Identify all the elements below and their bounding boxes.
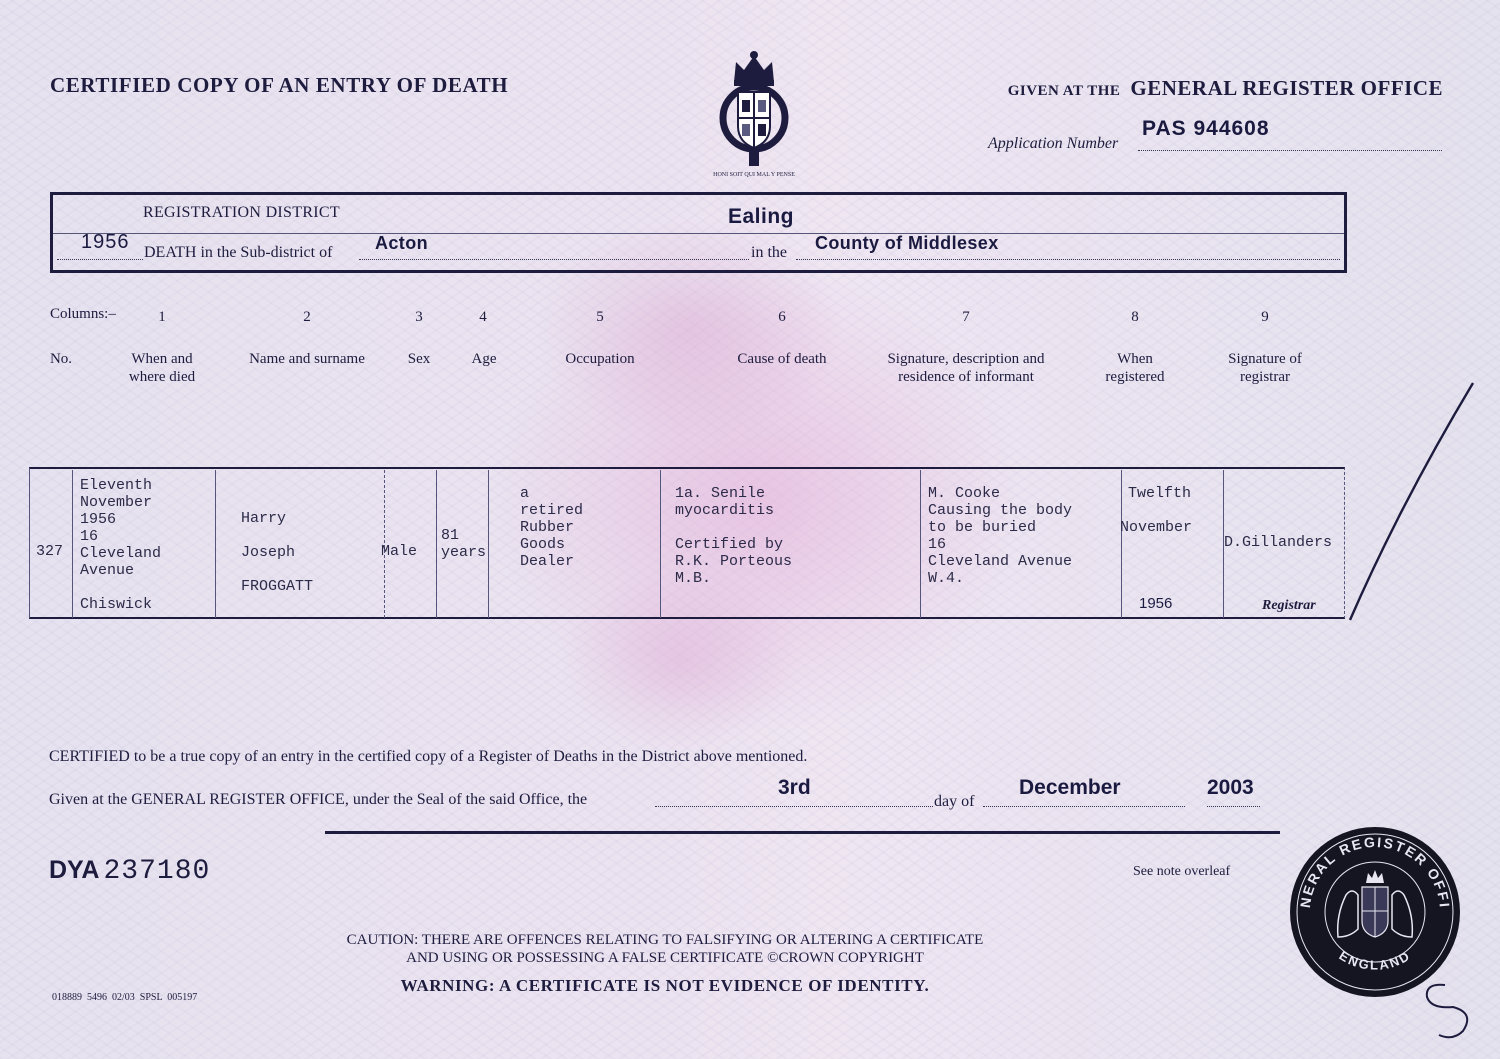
entry-informant: M. Cooke Causing the body to be buried 16 Cleveland Avenue W.4.: [928, 485, 1073, 587]
office-name: GENERAL REGISTER OFFICE: [1130, 76, 1443, 100]
caution-line-2: AND USING OR POSSESSING A FALSE CERTIFICATE ©CROWN COPYRIGHT: [406, 950, 924, 966]
registrar-label: Registrar: [1262, 598, 1316, 613]
certificate-title: CERTIFIED COPY OF AN ENTRY OF DEATH: [50, 73, 509, 97]
entry-registered-day: Twelfth: [1128, 485, 1192, 502]
given-at-prefix: GIVEN AT THE: [1007, 83, 1121, 99]
serial-number: [49, 856, 210, 887]
subdistrict-value: Acton: [375, 233, 428, 253]
royal-crest-icon: [712, 48, 796, 170]
column-head-registrar: Signature of registrar: [1228, 351, 1302, 385]
registrar-signature: D.Gillanders: [1224, 534, 1333, 551]
crest-motto-right: QUI MAL Y PENSE: [744, 172, 795, 178]
crest-motto-left: HONI SOIT: [713, 172, 743, 178]
column-number-3: 3: [415, 309, 423, 325]
in-the-label: in the: [751, 244, 787, 261]
certification-day: 3rd: [778, 776, 811, 799]
identity-warning: WARNING: A CERTIFICATE IS NOT EVIDENCE OF IDENTITY.: [400, 976, 930, 995]
serial-prefix: DYA: [49, 856, 100, 884]
registration-district-box: [50, 192, 1347, 273]
see-note-overleaf: See note overleaf: [1133, 864, 1231, 879]
pen-squiggle: [1405, 965, 1485, 1045]
print-code: 018889 5496 02/03 SPSL 005197: [52, 992, 198, 1003]
column-number-4: 4: [479, 309, 487, 325]
death-year: 1956: [81, 231, 130, 253]
entry-when-where: Eleventh November 1956 16 Cleveland Avenue Chiswick: [80, 477, 162, 613]
column-number-7: 7: [962, 309, 970, 325]
application-number: PAS 944608: [1142, 117, 1270, 140]
certification-year: 2003: [1207, 776, 1254, 799]
entry-age: 81 years: [441, 527, 487, 561]
column-head-name: Name and surname: [249, 351, 365, 367]
column-head-no: No.: [49, 351, 73, 367]
application-number-label: Application Number: [988, 135, 1119, 152]
crest-motto: [712, 172, 796, 178]
column-head-cause: Cause of death: [737, 351, 827, 367]
column-head-when-where: When and where died: [128, 351, 196, 385]
county-value: County of Middlesex: [815, 233, 999, 253]
entry-occupation: a retired Rubber Goods Dealer: [520, 485, 584, 570]
columns-label: Columns:–: [50, 306, 116, 322]
given-at-header: [1008, 76, 1443, 101]
column-head-when-registered: When registered: [1105, 351, 1165, 385]
column-head-occupation: Occupation: [565, 351, 635, 367]
registration-district-value: Ealing: [728, 205, 795, 228]
seal-bottom-text: ENGLAND: [1336, 947, 1414, 973]
column-number-1: 1: [158, 309, 166, 325]
column-number-2: 2: [303, 309, 311, 325]
entry-name: Harry Joseph FROGGATT: [241, 510, 314, 595]
entry-sex: Male: [381, 543, 418, 560]
entry-registered-year: 1956: [1139, 595, 1173, 612]
divider-rule: [325, 831, 1280, 834]
subdistrict-label: DEATH in the Sub-district of: [144, 244, 333, 261]
entry-registered-month: November: [1120, 519, 1193, 536]
certification-statement: CERTIFIED to be a true copy of an entry in the certified copy of a Register of Deaths in the District above mentioned.: [49, 748, 808, 765]
cancel-stroke: [1340, 375, 1480, 625]
entry-cause: 1a. Senile myocarditis Certified by R.K. Porteous M.B.: [675, 485, 793, 587]
registration-district-label: REGISTRATION DISTRICT: [143, 204, 340, 221]
column-number-6: 6: [778, 309, 786, 325]
column-number-5: 5: [596, 309, 604, 325]
serial-digits: 237180: [103, 856, 211, 887]
given-at-text: Given at the GENERAL REGISTER OFFICE, under the Seal of the said Office, the: [49, 791, 588, 808]
column-number-8: 8: [1131, 309, 1139, 325]
column-number-9: 9: [1261, 309, 1269, 325]
caution-line-1: CAUTION: THERE ARE OFFENCES RELATING TO FALSIFYING OR ALTERING A CERTIFICATE: [346, 932, 984, 948]
application-number-dots: [1138, 150, 1442, 151]
seal-top-text: NERAL REGISTER OFFI: [1296, 833, 1453, 910]
entry-number: 327: [36, 543, 64, 560]
certification-month: December: [1019, 776, 1121, 799]
day-of-label: day of: [934, 793, 975, 810]
column-head-sex: Sex: [407, 351, 431, 367]
column-head-age: Age: [471, 351, 497, 367]
column-head-informant: Signature, description and residence of informant: [887, 351, 1045, 385]
